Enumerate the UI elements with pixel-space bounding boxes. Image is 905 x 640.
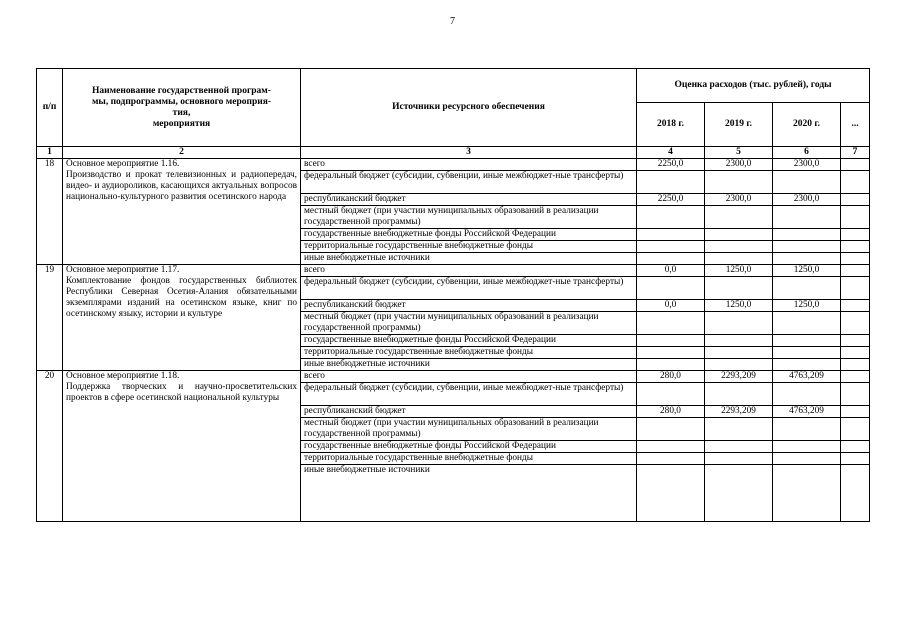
cost-value — [637, 465, 705, 522]
funding-source: всего — [301, 265, 637, 277]
funding-source: республиканский бюджет — [301, 194, 637, 206]
cost-value — [841, 241, 870, 253]
cost-value — [773, 206, 841, 229]
cost-value — [841, 335, 870, 347]
cost-value: 4763,209 — [773, 406, 841, 418]
funding-source: иные внебюджетные источники — [301, 465, 637, 522]
column-number: 2 — [63, 147, 301, 159]
funding-source: республиканский бюджет — [301, 406, 637, 418]
funding-source: государственные внебюджетные фонды Российской Федерации — [301, 335, 637, 347]
cost-value — [637, 253, 705, 265]
measure-title: Основное мероприятие 1.16. — [66, 159, 180, 169]
page-number: 7 — [450, 16, 455, 27]
table-row — [37, 265, 870, 277]
header-num: п/п — [37, 69, 63, 147]
cost-value — [773, 453, 841, 465]
cost-value — [705, 229, 773, 241]
funding-source: местный бюджет (при участии муниципальных образований в реализации государственной программы) — [301, 418, 637, 441]
cost-value — [773, 465, 841, 522]
cost-value — [841, 371, 870, 383]
header-year: 2019 г. — [705, 103, 773, 147]
cost-value — [637, 229, 705, 241]
header-year: 2018 г. — [637, 103, 705, 147]
cost-value — [841, 383, 870, 406]
resource-table — [36, 68, 870, 522]
measure-name — [63, 159, 301, 265]
row-number: 18 — [37, 159, 63, 265]
cost-value — [841, 229, 870, 241]
measure-title: Основное мероприятие 1.18. — [66, 371, 180, 381]
funding-source: территориальные государственные внебюджетные фонды — [301, 347, 637, 359]
cost-value — [637, 453, 705, 465]
funding-source: государственные внебюджетные фонды Российской Федерации — [301, 229, 637, 241]
header-costs: Оценка расходов (тыс. рублей), годы — [637, 69, 870, 103]
cost-value — [637, 277, 705, 300]
cost-value — [773, 241, 841, 253]
cost-value: 0,0 — [637, 300, 705, 312]
funding-source: федеральный бюджет (субсидии, субвенции, иные межбюджет-ные трансферты) — [301, 383, 637, 406]
cost-value — [841, 159, 870, 171]
column-number: 1 — [37, 147, 63, 159]
cost-value: 2250,0 — [637, 159, 705, 171]
cost-value — [841, 300, 870, 312]
cost-value — [841, 465, 870, 522]
cost-value: 0,0 — [637, 265, 705, 277]
measure-title: Основное мероприятие 1.17. — [66, 265, 180, 275]
funding-source: государственные внебюджетные фонды Российской Федерации — [301, 441, 637, 453]
cost-value — [705, 277, 773, 300]
measure-name — [63, 371, 301, 522]
cost-value: 280,0 — [637, 371, 705, 383]
cost-value: 2293,209 — [705, 371, 773, 383]
funding-source: иные внебюджетные источники — [301, 359, 637, 371]
column-number: 3 — [301, 147, 637, 159]
cost-value — [705, 359, 773, 371]
cost-value — [637, 206, 705, 229]
cost-value — [841, 253, 870, 265]
cost-value — [705, 206, 773, 229]
cost-value: 2300,0 — [705, 194, 773, 206]
cost-value — [637, 418, 705, 441]
header-year: 2020 г. — [773, 103, 841, 147]
measure-description: Поддержка творческих и научно-просветительских проектов в сфере осетинской национальной культуры — [66, 382, 297, 403]
table-row — [37, 159, 870, 171]
header-year: ... — [841, 103, 870, 147]
funding-source: всего — [301, 371, 637, 383]
cost-value — [773, 441, 841, 453]
funding-source: местный бюджет (при участии муниципальных образований в реализации государственной программы) — [301, 312, 637, 335]
cost-value — [773, 335, 841, 347]
cost-value — [773, 229, 841, 241]
cost-value — [841, 347, 870, 359]
funding-source: всего — [301, 159, 637, 171]
cost-value — [841, 171, 870, 194]
cost-value: 2300,0 — [773, 159, 841, 171]
cost-value — [841, 441, 870, 453]
cost-value — [637, 171, 705, 194]
cost-value — [705, 241, 773, 253]
cost-value — [773, 347, 841, 359]
header-name: Наименование государственной програм- мы, подпрограммы, основного мероприя- тия, мероприятия — [63, 69, 301, 147]
cost-value: 1250,0 — [773, 300, 841, 312]
measure-description: Производство и прокат телевизионных и радиопередач, видео- и аудиороликов, касающихся актуальных вопросов национально-культурного развития осетинского народа — [66, 170, 297, 202]
cost-value — [637, 312, 705, 335]
row-number: 19 — [37, 265, 63, 371]
cost-value — [841, 418, 870, 441]
measure-name — [63, 265, 301, 371]
funding-source: местный бюджет (при участии муниципальных образований в реализации государственной программы) — [301, 206, 637, 229]
cost-value — [773, 383, 841, 406]
funding-source: федеральный бюджет (субсидии, субвенции, иные межбюджет-ные трансферты) — [301, 171, 637, 194]
funding-source: иные внебюджетные источники — [301, 253, 637, 265]
cost-value: 1250,0 — [773, 265, 841, 277]
cost-value — [637, 347, 705, 359]
cost-value — [773, 277, 841, 300]
cost-value — [705, 335, 773, 347]
cost-value: 2293,209 — [705, 406, 773, 418]
cost-value — [841, 206, 870, 229]
column-number: 5 — [705, 147, 773, 159]
cost-value — [841, 406, 870, 418]
cost-value — [705, 347, 773, 359]
cost-value — [705, 465, 773, 522]
row-number: 20 — [37, 371, 63, 522]
header-sources: Источники ресурсного обеспечения — [301, 69, 637, 147]
cost-value — [705, 441, 773, 453]
cost-value — [773, 253, 841, 265]
cost-value — [841, 277, 870, 300]
cost-value — [841, 194, 870, 206]
table-row — [37, 371, 870, 383]
column-number: 7 — [841, 147, 870, 159]
cost-value: 2250,0 — [637, 194, 705, 206]
cost-value — [841, 453, 870, 465]
cost-value — [773, 359, 841, 371]
cost-value: 280,0 — [637, 406, 705, 418]
column-number: 6 — [773, 147, 841, 159]
cost-value — [773, 418, 841, 441]
cost-value — [773, 312, 841, 335]
cost-value — [773, 171, 841, 194]
measure-description: Комплектование фондов государственных библиотек Республики Северная Осетия-Алания обязательными экземплярами изданий на осетинском языке, книг по осетинскому языку, истории и культуре — [66, 276, 297, 319]
funding-source: федеральный бюджет (субсидии, субвенции, иные межбюджет-ные трансферты) — [301, 277, 637, 300]
cost-value: 2300,0 — [773, 194, 841, 206]
cost-value — [841, 312, 870, 335]
cost-value — [841, 265, 870, 277]
cost-value — [637, 335, 705, 347]
cost-value — [705, 312, 773, 335]
cost-value: 1250,0 — [705, 300, 773, 312]
cost-value — [705, 453, 773, 465]
cost-value — [637, 383, 705, 406]
cost-value — [705, 418, 773, 441]
cost-value — [705, 171, 773, 194]
funding-source: территориальные государственные внебюджетные фонды — [301, 453, 637, 465]
cost-value — [841, 359, 870, 371]
cost-value — [705, 383, 773, 406]
cost-value — [637, 359, 705, 371]
cost-value: 4763,209 — [773, 371, 841, 383]
funding-source: территориальные государственные внебюджетные фонды — [301, 241, 637, 253]
cost-value: 2300,0 — [705, 159, 773, 171]
cost-value: 1250,0 — [705, 265, 773, 277]
cost-value — [637, 241, 705, 253]
cost-value — [637, 441, 705, 453]
cost-value — [705, 253, 773, 265]
funding-source: республиканский бюджет — [301, 300, 637, 312]
column-number: 4 — [637, 147, 705, 159]
